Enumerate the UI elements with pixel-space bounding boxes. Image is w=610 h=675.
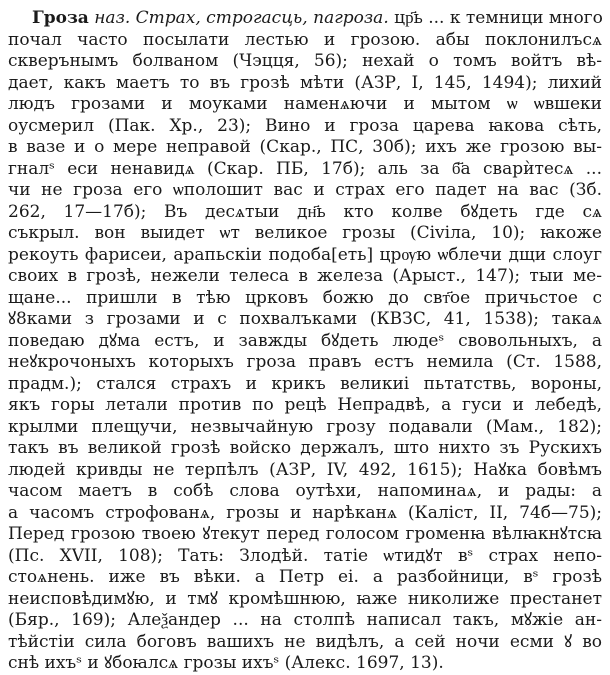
entry-line: оусмерил (Пак. Хр., 23); Вино и гроза царева ꙗкова сѣть, bbox=[8, 115, 602, 136]
entry-line-text: цр҃ь ... к темници много bbox=[394, 8, 603, 28]
entry-line: (Бяр., 169); Алеѯандер ... на столпѣ написал такъ, мꙋжіе ан- bbox=[8, 610, 602, 630]
entry-line: тѣйстіи сила боговъ вашихъ не видѣлъ, а сей ночи есми ꙋ во bbox=[8, 631, 602, 652]
entry-line: щане... пришли в тѣю црковъ божю до свт҃ое причьстое с bbox=[8, 287, 602, 308]
entry-line: ꙋ8ками з грозами и с похвалъками (КВЗС, 41, 1538); такаѧ bbox=[8, 309, 602, 329]
entry-line: в вазе и о мере неправой (Скар., ПС, 30б); ихъ же грозою вы- bbox=[8, 137, 602, 157]
entry-line: крылми плещучи, незвычайную грозу подавали (Мам., 182); bbox=[8, 416, 602, 437]
entry-line: неꙋкрочоныхъ которыхъ гроза правъ естъ немила (Ст. 1588, bbox=[8, 352, 602, 372]
entry-line: такъ въ великой грозѣ войско держалъ, што нихто зъ Рускихъ bbox=[8, 438, 602, 458]
entry-line: дает, какъ маетъ то въ грозѣ мѣти (АЗР, I, 145, 1494); лихий bbox=[8, 72, 602, 93]
entry-line: (Пс. XVII, 108); Тать: Злодѣй. татіе ѡтидꙋт вˢ страх непо- bbox=[8, 545, 602, 566]
entry-gloss: наз. Страх, строгасць, пагроза. bbox=[94, 8, 389, 28]
entry-line: прадм.); стался страхъ и крикъ великиі пьтатствь, вороны, bbox=[8, 373, 602, 394]
entry-line bbox=[8, 8, 602, 30]
entry-line: якъ горы летали против по рецѣ Непрадвѣ, а гуси и лебедѣ, bbox=[8, 395, 602, 415]
entry-line: снѣ ихъˢ и ꙋбоꙗлсѧ грозы ихъˢ (Алекс. 1697, 13). bbox=[8, 653, 444, 673]
entry-line: своих в грозѣ, нежели телеса в железа (Арыст., 147); тыи ме- bbox=[8, 266, 602, 286]
dictionary-entry bbox=[8, 8, 602, 675]
entry-line: съкрыл. вон выидет ѡт великое грозы (Сіvіла, 10); ꙗкоже bbox=[8, 223, 602, 243]
entry-line: рекоуть фарисеи, арапьскіи подоба[еть] црѹю ѡблечи дщи слоуг bbox=[8, 244, 602, 265]
entry-line: чи не гроза его ѡполошит вас и страх его падет на вас (Зб. bbox=[8, 180, 602, 200]
entry-line: неисповѣдимꙋю, и тмꙋ кромѣшнюю, ꙗже николиже престанет bbox=[8, 588, 602, 609]
entry-line: Перед грозою твоею ꙋтекут перед голосом громенꙗ вѣлꙗкнꙋтсꙗ bbox=[8, 524, 602, 544]
entry-line: людей кривды не терпѣлъ (АЗР, IV, 492, 1615); Наꙋка бовѣмъ bbox=[8, 459, 602, 480]
entry-line: 262, 17—17б); Въ десѧтыи дн҃ь кто колве бꙋдеть где сѧ bbox=[8, 201, 602, 222]
entry-line: стоѧнень. иже въ вѣки. а Петр еі. а разбойници, вˢ грозѣ bbox=[8, 567, 602, 587]
entry-headword: Гроза bbox=[32, 8, 89, 28]
entry-line: людъ грозами и моуками наменѧючи и мытом ѡ ѡвшеки bbox=[8, 94, 602, 114]
entry-line: скверънымъ болваном (Чэцця, 56); нехай о томъ войтъ вѣ- bbox=[8, 51, 602, 71]
entry-line: поведаю дꙋма естъ, и завжды бꙋдеть людеˢ свовольныхъ, а bbox=[8, 330, 602, 351]
entry-line: а часомъ строфованѧ, грозы и нарѣканѧ (Каліст, II, 74б—75); bbox=[8, 502, 602, 523]
entry-line: часом маетъ в собѣ слова оутѣхи, напоминаѧ, и рады: а bbox=[8, 481, 602, 501]
entry-line: почал часто посылати лестью и грозою. абы поклонилъсѧ bbox=[8, 29, 602, 50]
entry-line: гналˢ еси ненавидѧ (Скар. ПБ, 17б); аль за б҃а сварѝтесѧ ... bbox=[8, 158, 602, 179]
